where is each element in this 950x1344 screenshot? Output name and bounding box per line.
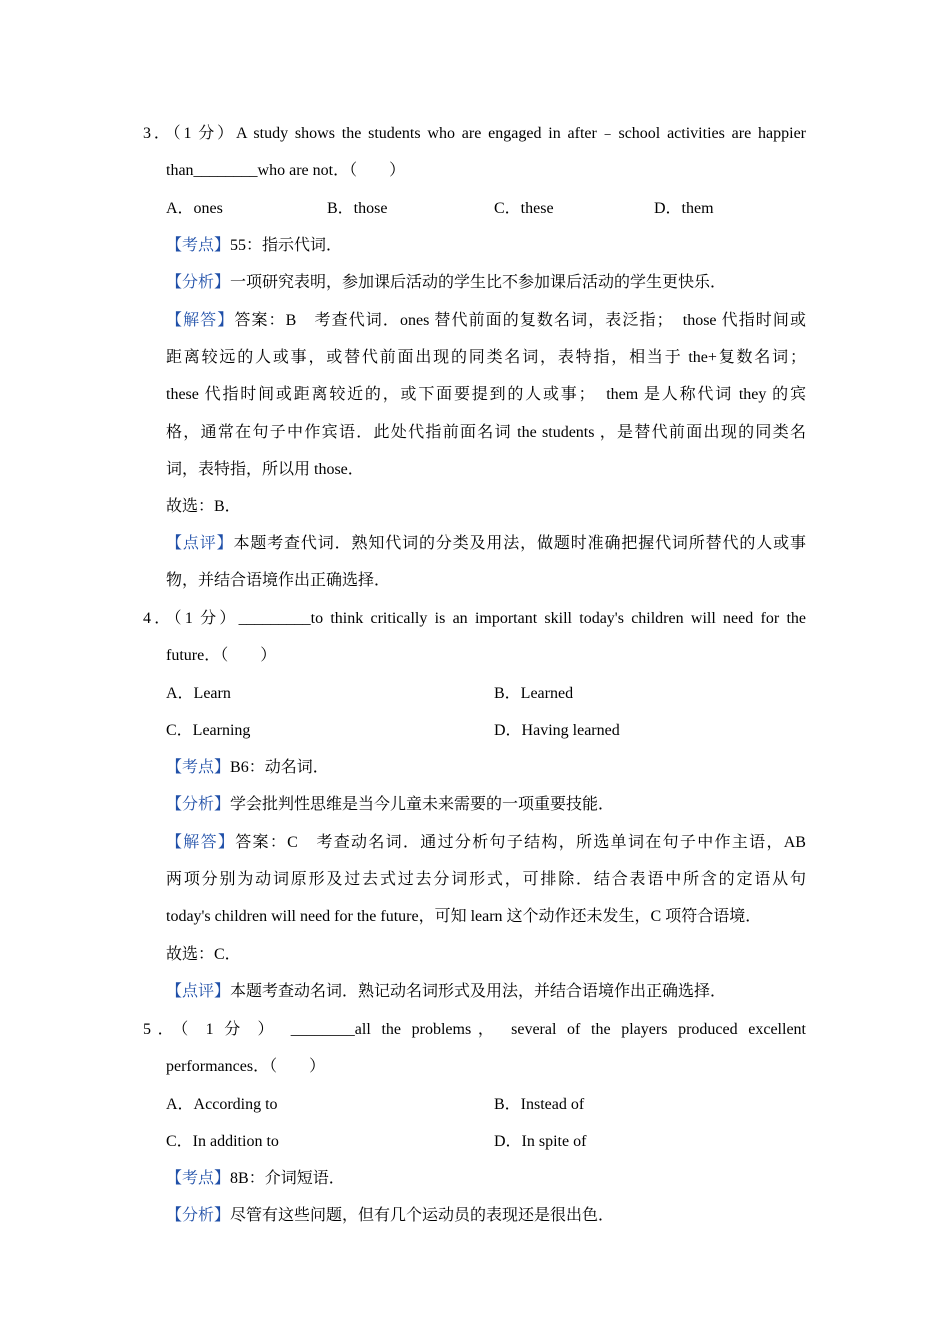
q3-option-a: A．ones <box>166 200 223 217</box>
q3-fenxi <box>166 273 806 293</box>
q3-dianping-line-1 <box>166 534 806 554</box>
jieda-tag: 【解答】 <box>166 834 236 851</box>
kaodian-text: 55：指示代词． <box>230 237 343 254</box>
dianping-text: 本题考查动名词．熟记动名词形式及用法，并结合语境作出正确选择． <box>230 983 727 1000</box>
question-5-stem: 5．（ 1 分 ） ________all the problems， several of the players produced excellent <box>143 1021 806 1038</box>
q5-option-a: A．According to <box>166 1096 278 1113</box>
q4-option-a: A．Learn <box>166 685 231 702</box>
q4-fenxi <box>166 795 806 815</box>
q4-kaodian <box>166 758 806 778</box>
kaodian-text: 8B：介词短语． <box>230 1170 345 1187</box>
q4-jieda-line-3: today's children will need for the future，可知 learn 这个动作还未发生，C 项符合语境． <box>166 908 762 925</box>
fenxi-text: 一项研究表明，参加课后活动的学生比不参加课后活动的学生更快乐． <box>230 274 727 291</box>
q3-option-d: D．them <box>654 200 714 217</box>
q3-jieda-line-2: 距离较远的人或事，或替代前面出现的同类名词，表特指，相当于 the+复数名词； <box>166 349 806 366</box>
q4-answer: 故选：C． <box>166 946 241 963</box>
question-3-stem-cont: than________who are not．（ ） <box>166 162 406 179</box>
q3-jieda-line-4: 格，通常在句子中作宾语．此处代指前面名词 the students ，是替代前面出现的同类名 <box>166 424 806 441</box>
q4-option-c: C．Learning <box>166 722 251 739</box>
fenxi-tag: 【分析】 <box>166 274 231 291</box>
q4-dianping <box>166 982 806 1002</box>
fenxi-tag: 【分析】 <box>166 1207 231 1224</box>
q3-jieda-line-5: 词，表特指，所以用 those． <box>166 461 364 478</box>
fenxi-text: 学会批判性思维是当今儿童未来需要的一项重要技能． <box>230 796 615 813</box>
q4-jieda-line-1 <box>166 833 806 853</box>
q4-option-d: D．Having learned <box>494 722 620 739</box>
kaodian-tag: 【考点】 <box>166 759 231 776</box>
jieda-text: 答案：C 考查动名词．通过分析句子结构，所选单词在句子中作主语，AB <box>235 834 806 851</box>
dianping-tag: 【点评】 <box>166 535 234 552</box>
kaodian-text: B6：动名词． <box>230 759 329 776</box>
fenxi-text: 尽管有这些问题，但有几个运动员的表现还是很出色． <box>230 1207 615 1224</box>
fenxi-tag: 【分析】 <box>166 796 231 813</box>
question-5-stem-cont: performances．（ ） <box>166 1058 326 1075</box>
q3-dianping-line-2: 物，并结合语境作出正确选择． <box>166 572 391 589</box>
q5-fenxi <box>166 1206 806 1226</box>
q5-kaodian <box>166 1169 806 1189</box>
q3-option-c: C．these <box>494 200 554 217</box>
q5-option-c: C．In addition to <box>166 1133 279 1150</box>
q5-option-b: B．Instead of <box>494 1096 585 1113</box>
q3-jieda-line-3: these 代指时间或距离较近的，或下面要提到的人或事； them 是人称代词 they 的宾 <box>166 386 806 403</box>
q4-option-b: B．Learned <box>494 685 574 702</box>
dianping-tag: 【点评】 <box>166 983 231 1000</box>
q3-answer: 故选：B． <box>166 498 241 515</box>
q3-jieda-line-1 <box>166 311 806 331</box>
question-3-stem: 3．（1 分）A study shows the students who are engaged in after﹣school activities are happier <box>143 125 806 142</box>
q4-jieda-line-2: 两项分别为动词原形及过去式过去分词形式，可排除．结合表语中所含的定语从句 <box>166 871 806 888</box>
jieda-tag: 【解答】 <box>166 312 235 329</box>
question-4-stem: 4．（1 分）_________to think critically is an important skill today's children will need for the <box>143 610 806 627</box>
q5-option-d: D．In spite of <box>494 1133 587 1150</box>
q3-kaodian <box>166 236 806 256</box>
q3-option-b: B．those <box>327 200 388 217</box>
kaodian-tag: 【考点】 <box>166 237 231 254</box>
dianping-text: 本题考查代词．熟知代词的分类及用法，做题时准确把握代词所替代的人或事 <box>233 535 806 552</box>
question-4-stem-cont: future．（ ） <box>166 647 277 664</box>
jieda-text: 答案：B 考查代词．ones 替代前面的复数名词，表泛指； those 代指时间或 <box>234 312 806 329</box>
kaodian-tag: 【考点】 <box>166 1170 231 1187</box>
